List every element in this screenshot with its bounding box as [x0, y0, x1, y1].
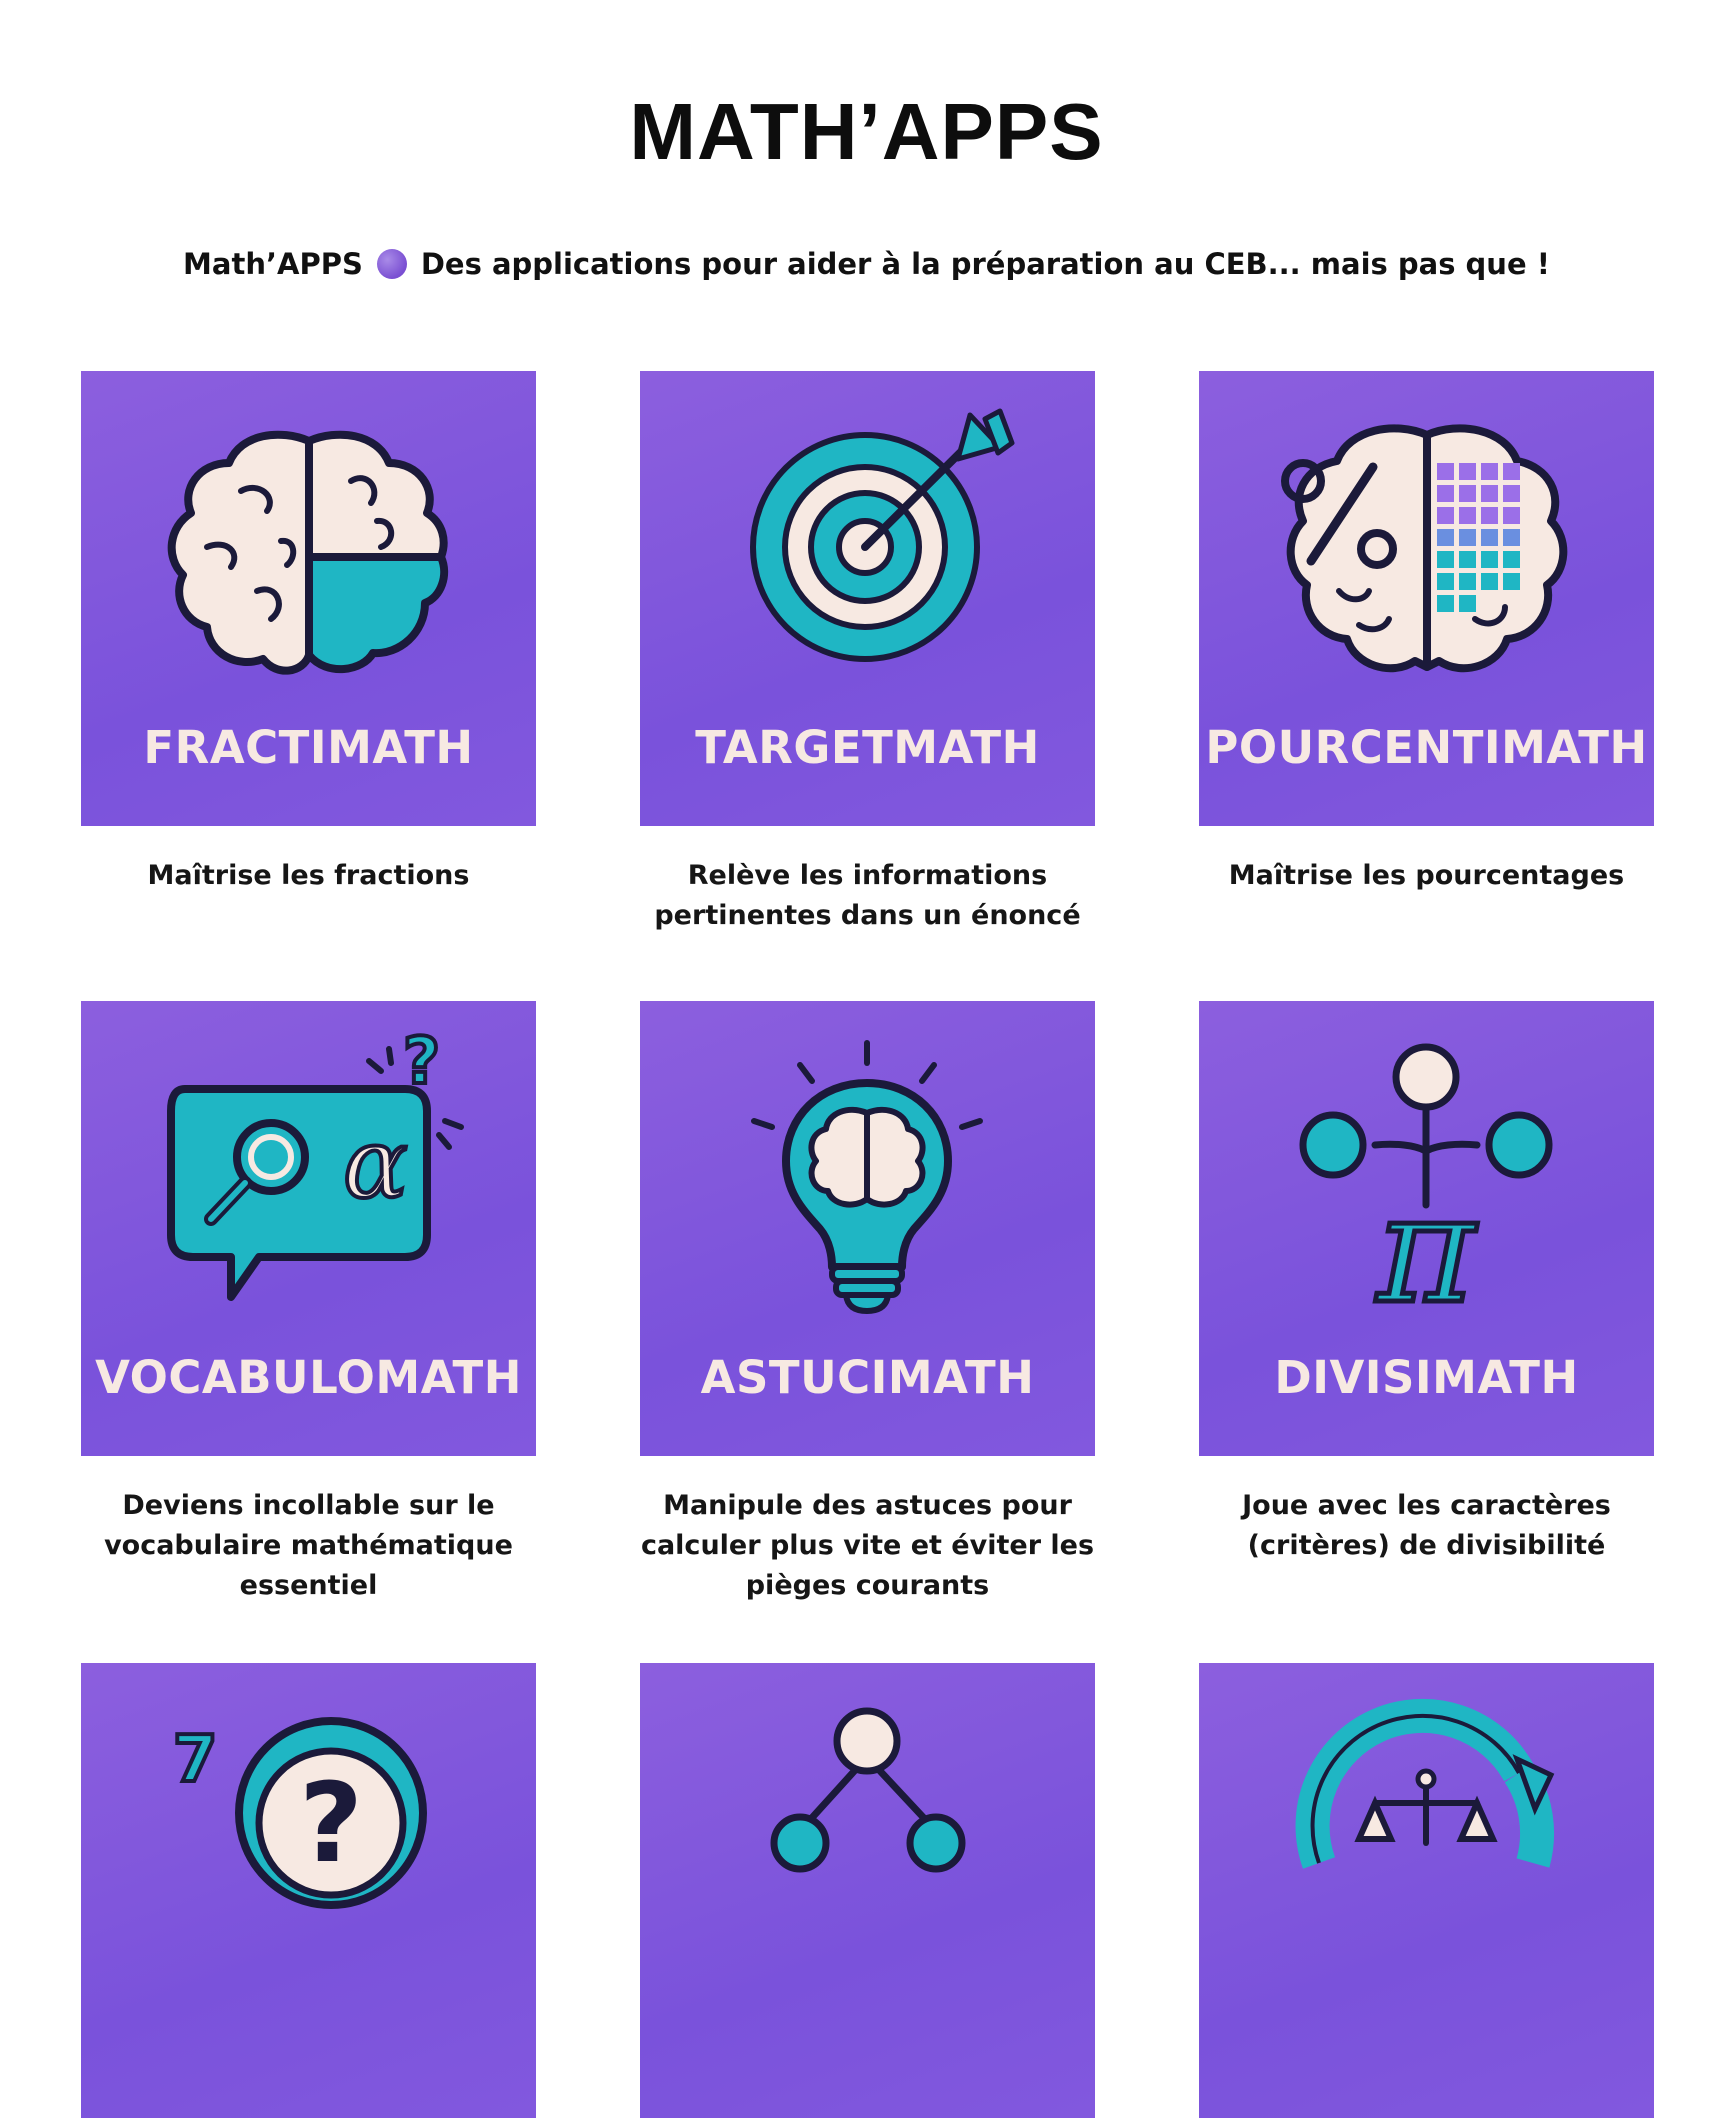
svg-text:π: π — [1376, 1163, 1476, 1337]
page-subtitle — [0, 244, 1733, 284]
app-description: Joue avec les caractères (critères) de divisibilité — [1242, 1490, 1611, 1561]
percent-grid-cell — [1459, 529, 1476, 546]
question-circle-icon — [81, 1663, 536, 2118]
app-tile[interactable] — [81, 1663, 536, 2118]
app-description: Relève les informations pertinentes dans un énoncé — [654, 860, 1081, 931]
app-name: ASTUCIMATH — [700, 1351, 1035, 1404]
percent-grid-cell — [1481, 463, 1498, 480]
percent-grid-cell — [1437, 551, 1454, 568]
app-card-divisimath[interactable] — [1199, 1001, 1654, 1566]
app-name: TARGETMATH — [695, 721, 1040, 774]
percent-grid-cell — [1481, 551, 1498, 568]
percent-grid-cell — [1459, 507, 1476, 524]
percent-grid-cell — [1459, 573, 1476, 590]
percent-grid-cell — [1503, 551, 1520, 568]
app-tile[interactable] — [1199, 1001, 1654, 1456]
percent-grid-cell — [1481, 529, 1498, 546]
app-tile[interactable] — [1199, 371, 1654, 826]
app-card-9[interactable] — [1199, 1663, 1654, 2118]
app-tile[interactable] — [1199, 1663, 1654, 2118]
percent-grid-cell — [1437, 463, 1454, 480]
app-tile[interactable] — [81, 1001, 536, 1456]
app-card-pourcentimath[interactable] — [1199, 371, 1654, 896]
purple-circle-icon — [377, 249, 407, 279]
percent-grid-cell — [1459, 463, 1476, 480]
app-name: POURCENTIMATH — [1205, 721, 1648, 774]
svg-text:?: ? — [403, 1025, 441, 1099]
page-title: MATH’APPS — [629, 87, 1104, 176]
percent-grid-cell — [1503, 529, 1520, 546]
percent-grid-cell — [1503, 485, 1520, 502]
svg-text:7: 7 — [173, 1723, 218, 1797]
percent-grid-cell — [1459, 551, 1476, 568]
percent-grid-cell — [1503, 573, 1520, 590]
balance-cycle-icon — [1199, 1663, 1654, 2118]
percent-grid-cell — [1503, 507, 1520, 524]
app-tile[interactable] — [640, 371, 1095, 826]
percent-grid-cell — [1459, 485, 1476, 502]
app-card-7[interactable] — [81, 1663, 536, 2118]
percent-grid-cell — [1437, 507, 1454, 524]
app-description: Maîtrise les fractions — [147, 860, 470, 891]
subtitle-brand: Math’APPS — [183, 247, 363, 281]
app-description: Manipule des astuces pour calculer plus vite et éviter les pièges courants — [640, 1490, 1095, 1601]
percent-grid-cell — [1437, 485, 1454, 502]
app-description: Deviens incollable sur le vocabulaire mathématique essentiel — [104, 1490, 513, 1601]
subtitle-text: Des applications pour aider à la préparation au CEB... mais pas que ! — [420, 247, 1550, 281]
percent-grid-cell — [1459, 595, 1476, 612]
app-card-astucimath[interactable] — [640, 1001, 1095, 1606]
app-description: Maîtrise les pourcentages — [1228, 860, 1625, 891]
node-tree-icon — [640, 1663, 1095, 2118]
percent-grid-cell — [1481, 485, 1498, 502]
app-name: DIVISIMATH — [1274, 1351, 1579, 1404]
percent-grid-cell — [1503, 463, 1520, 480]
app-card-8[interactable] — [640, 1663, 1095, 2118]
svg-text:?: ? — [299, 1759, 363, 1887]
percent-grid-cell — [1437, 595, 1454, 612]
app-tile[interactable] — [640, 1001, 1095, 1456]
percent-grid-cell — [1481, 573, 1498, 590]
percent-grid-cell — [1437, 573, 1454, 590]
app-name: FRACTIMATH — [143, 721, 474, 774]
app-tile[interactable] — [640, 1663, 1095, 2118]
svg-text:α: α — [343, 1108, 408, 1220]
app-tile[interactable] — [81, 371, 536, 826]
percent-grid-cell — [1437, 529, 1454, 546]
app-card-vocabulomath[interactable] — [81, 1001, 536, 1606]
percent-grid-cell — [1481, 507, 1498, 524]
app-card-targetmath[interactable] — [640, 371, 1095, 936]
app-card-fractimath[interactable] — [81, 371, 536, 896]
app-name: VOCABULOMATH — [95, 1351, 522, 1404]
